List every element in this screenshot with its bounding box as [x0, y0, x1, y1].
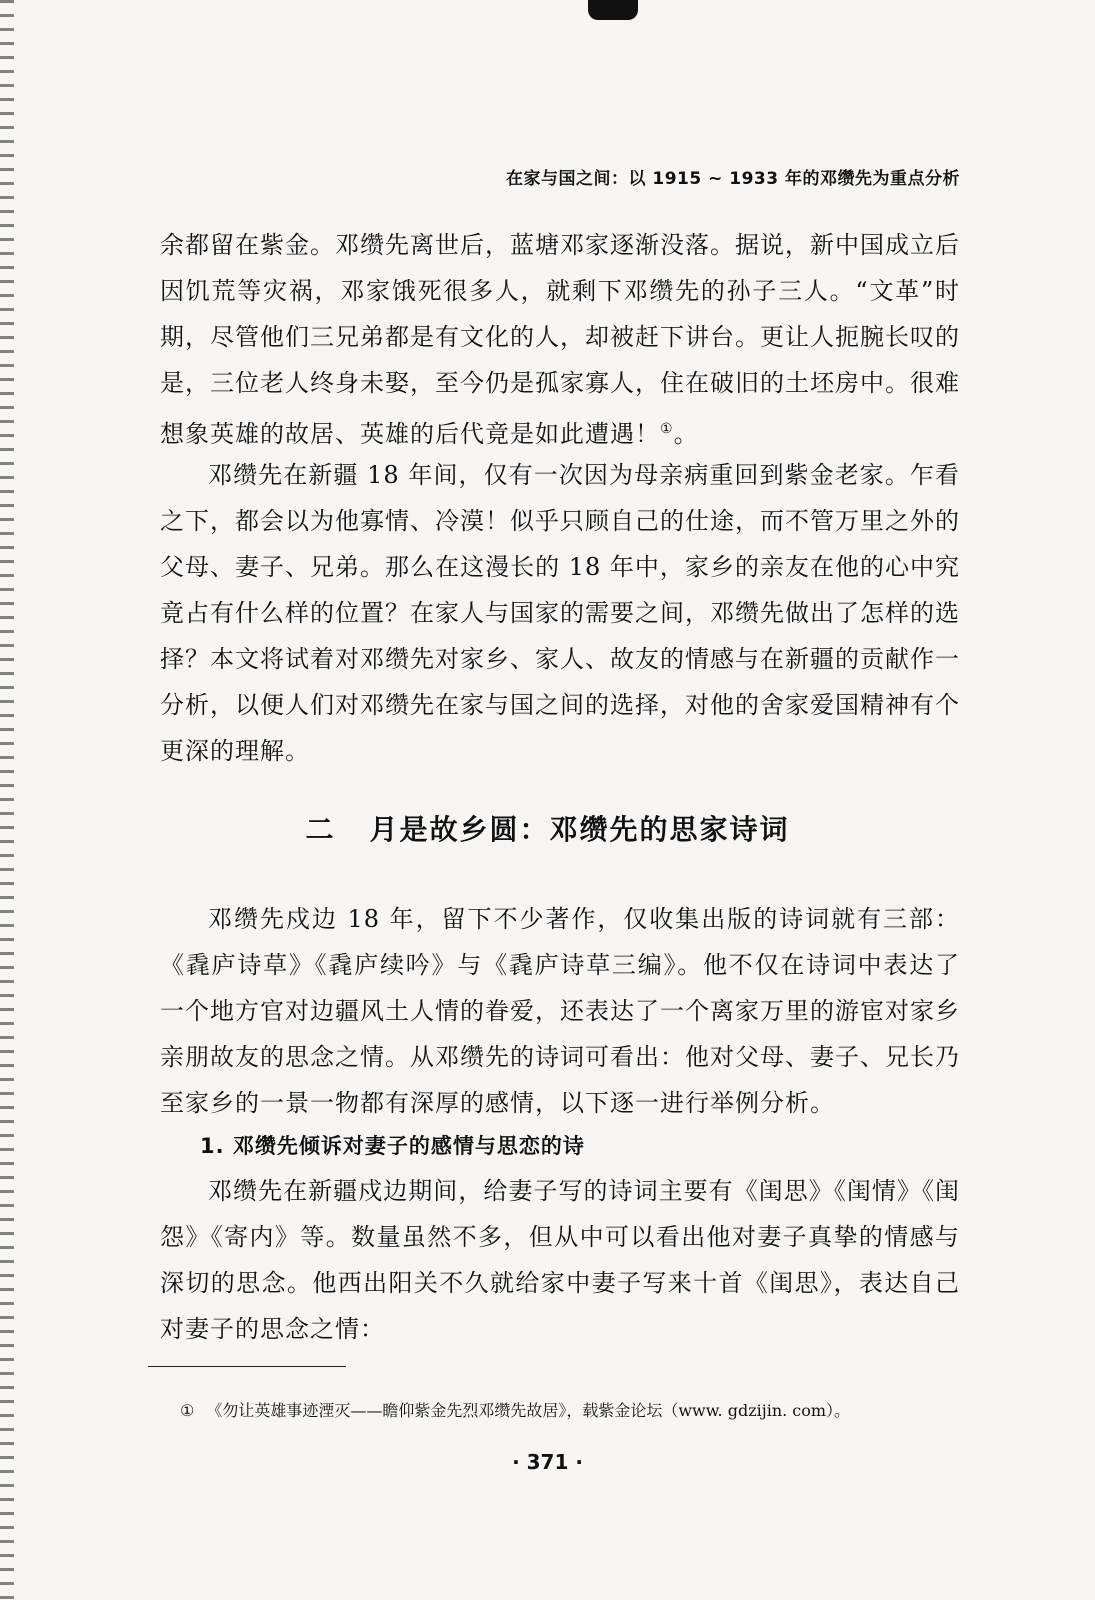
page-number: · 371 · [512, 1450, 583, 1474]
footnote-text: 《勿让英雄事迹湮灭——瞻仰紫金先烈邓缵先故居》，载紫金论坛（www. gdzijin. com）。 [206, 1401, 851, 1420]
paragraph-1 [160, 222, 960, 457]
footnote [180, 1399, 940, 1423]
scan-binding-edge [0, 0, 14, 1600]
paragraph-2: 邓缵先在新疆 18 年间，仅有一次因为母亲病重回到紫金老家。乍看之下，都会以为他寡情、冷漠！似乎只顾自己的仕途，而不管万里之外的父母、妻子、兄弟。那么在这漫长的 18 年中，家乡的亲友在他的心中究竟占有什么样的位置？在家人与国家的需要之间，邓缵先做出了怎样的选择？本文将试着对邓缵先对家乡、家人、故友的情感与在新疆的贡献作一分析，以便人们对邓缵先在家与国之间的选择，对他的舍家爱国精神有个更深的理解。 [160, 461, 960, 765]
footnote-mark: ① [180, 1401, 195, 1420]
running-head: 在家与国之间：以 1915 ~ 1933 年的邓缵先为重点分析 [505, 169, 960, 189]
paragraph-1-text: 余都留在紫金。邓缵先离世后，蓝塘邓家逐渐没落。据说，新中国成立后因饥荒等灾祸，邓家饿死很多人，就剩下邓缵先的孙子三人。“文革”时期，尽管他们三兄弟都是有文化的人，却被赶下讲台。更让人扼腕长叹的是，三位老人终身未娶，至今仍是孤家寡人，住在破旧的土坯房中。很难想象英雄的故居、英雄的后代竟是如此遭遇！ [160, 231, 960, 448]
section-number: 二 [305, 813, 336, 846]
scan-ink-blot [588, 0, 638, 20]
paragraph-4: 邓缵先在新疆戍边期间，给妻子写的诗词主要有《闺思》《闺情》《闺怨》《寄内》等。数量虽然不多，但从中可以看出他对妻子真挚的情感与深切的思念。他西出阳关不久就给家中妻子写来十首《闺思》，表达自己对妻子的思念之情： [160, 1177, 960, 1343]
sub-heading: 1. 邓缵先倾诉对妻子的感情与思恋的诗 [200, 1134, 585, 1158]
footnote-reference: ① [660, 421, 674, 437]
section-heading [0, 808, 1095, 848]
paragraph-3: 邓缵先戍边 18 年，留下不少著作，仅收集出版的诗词就有三部：《毳庐诗草》《毳庐续吟》与《毳庐诗草三编》。他不仅在诗词中表达了一个地方官对边疆风土人情的眷爱，还表达了一个离家万里的游宦对家乡亲朋故友的思念之情。从邓缵先的诗词可看出：他对父母、妻子、兄长乃至家乡的一景一物都有深厚的感情，以下逐一进行举例分析。 [160, 905, 960, 1117]
paragraph-1-end: 。 [673, 420, 699, 448]
footnote-divider [148, 1366, 346, 1367]
section-title: 月是故乡圆：邓缵先的思家诗词 [369, 813, 790, 846]
